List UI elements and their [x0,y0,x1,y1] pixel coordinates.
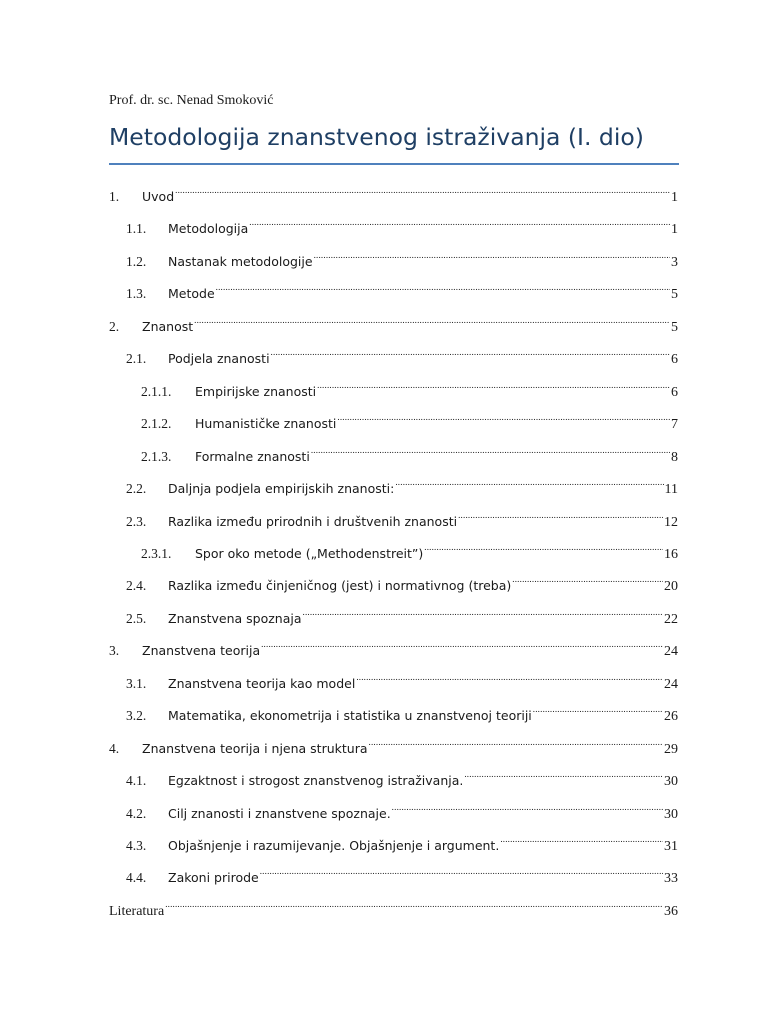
toc-dot-leader [260,864,663,882]
toc-entry-label: Zakoni prirode [168,870,259,886]
toc-entry[interactable] [126,864,678,887]
toc-entry-label: Razlika između prirodnih i društvenih znanosti [168,513,458,529]
toc-entry[interactable] [126,215,678,238]
toc-entry-number: 3. [109,643,120,659]
toc-dot-leader [271,345,670,363]
toc-entry[interactable] [126,248,678,270]
toc-entry[interactable] [126,832,678,854]
toc-entry-page-number: 24 [664,644,678,660]
toc-entry-label: Metode [168,286,215,302]
toc-entry-page-number: 30 [664,806,678,822]
toc-dot-leader [249,215,670,233]
toc-entry-number: 2.1.1. [141,383,172,399]
toc-entry-number: 2.3. [126,513,147,529]
toc-entry-page-number: 12 [664,514,678,530]
toc-entry-number: 4.1. [126,773,147,789]
toc-entry-number: 2.2. [126,481,147,497]
author-line: Prof. dr. sc. Nenad Smoković [109,93,274,108]
toc-entry-page-number: 7 [671,417,678,433]
toc-dot-leader [303,605,664,623]
toc-entry-label: Podjela znanosti [168,351,270,367]
toc-dot-leader [194,313,670,331]
toc-entry-page-number: 26 [664,709,678,725]
toc-entry-label: Cilj znanosti i znanstvene spoznaje. [168,805,391,821]
toc-dot-leader [165,897,663,915]
toc-entry[interactable] [109,183,678,205]
toc-entry-number: 4.2. [126,805,147,821]
toc-entry-number: 2.5. [126,610,147,626]
toc-dot-leader [317,378,670,396]
toc-entry-label: Formalne znanosti [195,448,310,464]
toc-entry-number: 2.3.1. [141,545,172,561]
toc-dot-leader [512,572,663,590]
toc-entry-page-number: 24 [664,676,678,692]
toc-entry[interactable] [109,637,678,660]
toc-entry-label: Literatura [109,903,165,919]
toc-dot-leader [464,767,663,785]
toc-entry-label: Objašnjenje i razumijevanje. Objašnjenje i argument. [168,838,500,853]
toc-entry[interactable] [109,313,678,335]
toc-entry-number: 2. [109,318,120,334]
toc-dot-leader [337,410,670,428]
toc-dot-leader [356,670,663,688]
toc-entry-page-number: 29 [664,741,678,757]
toc-entry-label: Nastanak metodologije [168,253,313,269]
toc-entry[interactable] [126,670,678,692]
toc-entry[interactable] [109,897,678,919]
toc-entry[interactable] [141,378,678,400]
toc-entry-number: 1.1. [126,221,147,237]
toc-entry-number: 1. [109,189,120,204]
toc-entry-number: 4.4. [126,870,147,886]
toc-entry[interactable] [126,475,678,498]
toc-entry-label: Egzaktnost i strogost znanstvenog istraživanja. [168,773,464,789]
toc-dot-leader [216,280,670,298]
toc-entry-label: Znanstvena spoznaja [168,610,302,626]
title-underline [109,163,679,165]
toc-dot-leader [261,637,663,655]
toc-entry-page-number: 6 [671,352,678,368]
toc-dot-leader [500,832,663,850]
toc-dot-leader [458,508,663,526]
toc-dot-leader [369,735,663,753]
toc-entry-page-number: 8 [671,449,678,465]
toc-entry-number: 2.1. [126,351,147,367]
toc-dot-leader [533,702,663,720]
toc-entry-number: 4.3. [126,838,147,853]
toc-entry-label: Znanstvena teorija [142,643,261,659]
toc-dot-leader [314,248,670,266]
toc-entry-number: 2.1.3. [141,448,172,464]
toc-entry[interactable] [126,508,678,530]
toc-entry-number: 3.1. [126,675,147,691]
toc-dot-leader [424,540,663,558]
toc-entry-label: Znanstvena teorija kao model [168,675,356,691]
toc-entry-page-number: 36 [664,903,678,919]
toc-entry[interactable] [141,410,678,433]
toc-dot-leader [175,183,670,201]
toc-entry-label: Matematika, ekonometrija i statistika u znanstvenoj teoriji [168,708,532,724]
toc-entry-page-number: 5 [671,287,678,303]
toc-entry-number: 1.2. [126,253,147,269]
toc-entry-page-number: 1 [671,190,678,205]
toc-dot-leader [392,800,663,818]
toc-entry-label: Daljnja podjela empirijskih znanosti: [168,481,395,497]
toc-entry-number: 2.4. [126,578,147,594]
toc-entry-label: Razlika između činjeničnog (jest) i normativnog (treba) [168,578,512,594]
toc-entry-page-number: 11 [664,482,678,498]
toc-entry-number: 4. [109,740,120,756]
toc-entry[interactable] [109,735,678,757]
toc-entry-label: Empirijske znanosti [195,383,317,399]
toc-entry[interactable] [126,280,678,303]
toc-entry-page-number: 3 [671,254,678,270]
toc-entry[interactable] [141,443,678,465]
toc-entry-label: Znanstvena teorija i njena struktura [142,740,368,756]
toc-entry-page-number: 16 [664,546,678,562]
toc-entry[interactable] [126,345,678,368]
toc-entry-page-number: 33 [664,871,678,887]
toc-entry-page-number: 6 [671,384,678,400]
toc-entry[interactable] [126,767,678,790]
toc-entry-page-number: 5 [671,319,678,335]
document-title: Metodologija znanstvenog istraživanja (I. dio) [109,123,644,151]
toc-entry-page-number: 20 [664,579,678,595]
toc-entry-number: 1.3. [126,286,147,302]
toc-dot-leader [311,443,670,461]
toc-entry[interactable] [141,540,678,562]
toc-entry[interactable] [126,572,678,595]
toc-entry-number: 3.2. [126,708,147,724]
toc-entry-label: Metodologija [168,221,249,237]
toc-entry-label: Humanističke znanosti [195,416,337,432]
toc-entry[interactable] [126,800,678,822]
toc-entry-page-number: 1 [671,222,678,238]
toc-entry-label: Uvod [142,189,175,204]
toc-entry-page-number: 31 [664,839,678,854]
toc-entry-number: 2.1.2. [141,416,172,432]
toc-entry[interactable] [126,605,678,627]
toc-entry-page-number: 22 [664,611,678,627]
toc-entry[interactable] [126,702,678,725]
toc-entry-label: Spor oko metode („Methodenstreit”) [195,545,424,561]
toc-dot-leader [395,475,663,493]
toc-entry-label: Znanost [142,318,194,334]
toc-entry-page-number: 30 [664,774,678,790]
